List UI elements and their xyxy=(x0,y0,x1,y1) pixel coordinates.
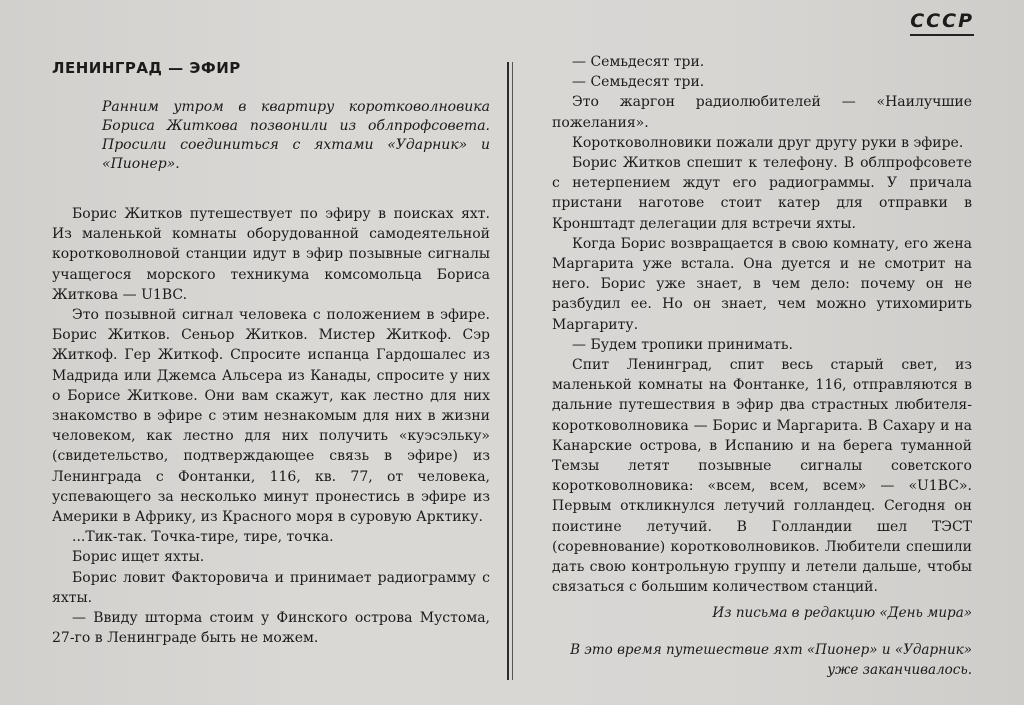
left-column xyxy=(52,52,490,648)
paragraph: Борис ловит Факторовича и принимает радиограмму с яхты. xyxy=(52,569,490,606)
paragraph: Это жаргон радиолюбителей — «Наилучшие пожелания». xyxy=(552,94,972,131)
left-body xyxy=(52,204,490,648)
paragraph: Борис Житков спешит к телефону. В облпрофсовете с нетерпением ждут его радиограммы. У причала пристани наготове стоит катер для отправки в Кронштадт делегации для встречи яхты. xyxy=(552,155,972,232)
paragraph: Борис Житков путешествует по эфиру в поисках яхт. Из маленькой комнаты оборудованной самодеятельной коротковолновой станции идут в эфир позывные сигналы учащегося морского техникума комсомольца Бориса Житкова — U1BC. xyxy=(52,206,490,303)
closing-note: В это время путешествие яхт «Пионер» и «Ударник» уже заканчивалось. xyxy=(570,641,972,678)
paragraph: — Семьдесят три. xyxy=(572,54,705,70)
paragraph: Борис ищет яхты. xyxy=(72,549,205,566)
paragraph: — Семьдесят три. xyxy=(572,74,705,91)
paragraph: — Ввиду шторма стоим у Финского острова Мустома, 27-го в Ленинграде быть не можем. xyxy=(52,610,490,647)
column-divider-thin xyxy=(512,62,513,680)
paragraph: — Будем тропики принимать. xyxy=(572,336,793,353)
paragraph: Когда Борис возвращается в свою комнату, его жена Маргарита уже встала. Она дуется и не смотрит на него. Борис уже знает, в чем дело: почему он не разбудил ее. Но он знает, чем можно утихомирить Маргариту. xyxy=(552,235,972,333)
paragraph: Спит Ленинград, спит весь старый свет, из маленькой комнаты на Фонтанке, 116, отправляются в дальние путешествия в эфир два страстных любителя-коротковолновика — Борис и Маргарита. В Сахару и на Канарские острова, в Испанию и на берега туманной Темзы летят позывные сигналы советского коротковолновика: «всем, всем, всем» — «U1BC». Первым откликнулся летучий голландец. Сегодня он поистине летучий. В Голландии шел ТЭСТ (соревнование) коротковолновиков. Любители спешили дать свою контрольную группу и летели дальше, чтобы связаться с большим количеством станций. xyxy=(552,357,972,596)
header-mark: СССР xyxy=(910,10,974,36)
right-column xyxy=(552,52,972,680)
paragraph: Это позывной сигнал человека с положением в эфире. Борис Житков. Сеньор Житков. Мистер Житкоф. Сэр Житкоф. Гер Житкоф. Спросите испанца Гардошалес из Мадрида или Джемса Альсера из Канады, спросите у них о Борисе Житкове. Они вам скажут, как лестно для них знакомство в эфире с этим незнакомым для них в жизни человеком, как лестно для них получить «куэсэльку» (свидетельство, подтверждающее связь в эфире) из Ленинграда с Фонтанки, 116, кв. 77, от человека, успевающего за несколько минут пронестись в эфире из Америки в Африку, из Красного моря в суровую Арктику. xyxy=(52,307,490,526)
paragraph: ...Тик-так. Точка-тире, тире, точка. xyxy=(72,529,334,546)
article-lead: Ранним утром в квартиру коротковолновика Бориса Житкова позвонили из облпрофсовета. Просили соединиться с яхтами «Ударник» и «Пионер». xyxy=(102,99,490,172)
paragraph: Коротковолновики пожали друг другу руки в эфире. xyxy=(572,134,964,151)
article-title: ЛЕНИНГРАД — ЭФИР xyxy=(52,59,241,77)
column-divider xyxy=(507,62,509,680)
article-signature: Из письма в редакцию «День мира» xyxy=(712,605,972,622)
